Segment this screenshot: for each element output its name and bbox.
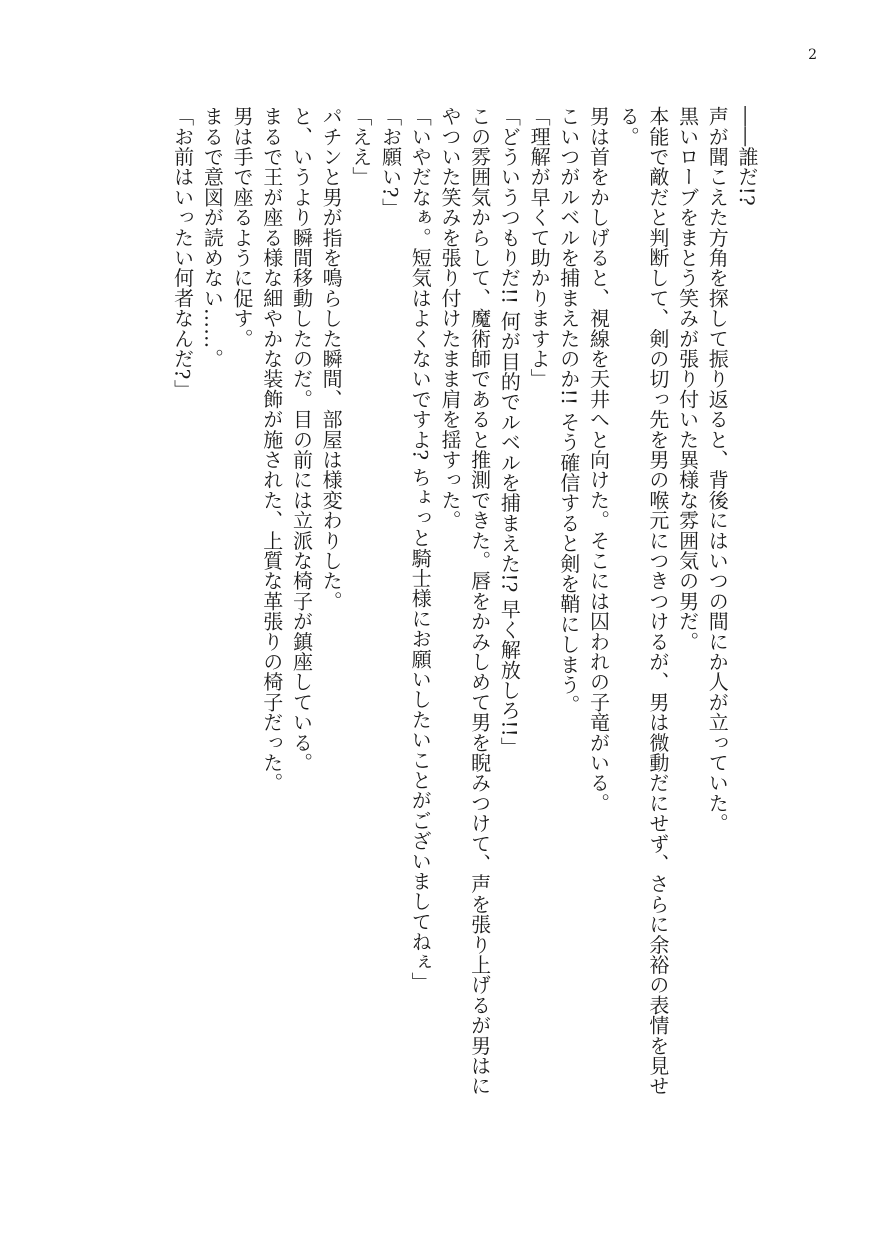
page-number: 2 xyxy=(808,47,817,63)
text-line: 男は手で座るように促す。 xyxy=(230,106,255,349)
text-line: 「いやだなぁ。短気はよくないですよ? ちょっと騎士様にお願いしたいことがございましてねぇ」 xyxy=(408,106,433,993)
text-line: 男は首をかしげると、視線を天井へと向けた。そこには囚われの子竜がいる。 xyxy=(586,106,611,813)
text-line: 「お前はいったい何者なんだ?」 xyxy=(170,106,195,400)
text-line: まるで意図が読めない……。 xyxy=(200,106,225,369)
text-line: 黒いローブをまとう笑みが張り付いた異様な雰囲気の男だ。 xyxy=(675,106,700,652)
text-line: 「お願い?」 xyxy=(378,106,403,218)
text-line: まるで王が座る様な細やかな装飾が施された、上質な革張りの椅子だった。 xyxy=(259,106,284,793)
novel-text-body xyxy=(167,106,761,1136)
text-line: と、いうより瞬間移動したのだ。目の前には立派な椅子が鎮座している。 xyxy=(289,106,314,773)
text-line: 本能で敵だと判断して、剣の切っ先を男の喉元につきつけるが、男は微動だにせず、さらに余裕の表情を見せ xyxy=(645,106,670,1096)
text-line: この雰囲気からして、魔術師であると推測できた。唇をかみしめて男を睨みつけて、声を張り上げるが男はに xyxy=(467,106,492,1096)
text-line: ――誰だ!? xyxy=(735,106,759,206)
text-line: 「ええ」 xyxy=(348,106,373,187)
text-line: パチンと男が指を鳴らした瞬間、部屋は様変わりした。 xyxy=(319,106,344,611)
text-line: 「理解が早くて助かりますよ」 xyxy=(527,106,552,389)
text-line: やついた笑みを張り付けたまま肩を揺すった。 xyxy=(437,106,462,531)
text-line: る。 xyxy=(616,106,641,147)
text-line: こいつがルベルを捕まえたのか!! そう確信すると剣を鞘にしまう。 xyxy=(556,106,581,715)
text-line: 声が聞こえた方角を探して振り返ると、背後にはいつの間にか人が立っていた。 xyxy=(705,106,730,834)
text-line: 「どういうつもりだ!! 何が目的でルベルを捕まえた!? 早く解放しろ!!」 xyxy=(497,106,522,758)
